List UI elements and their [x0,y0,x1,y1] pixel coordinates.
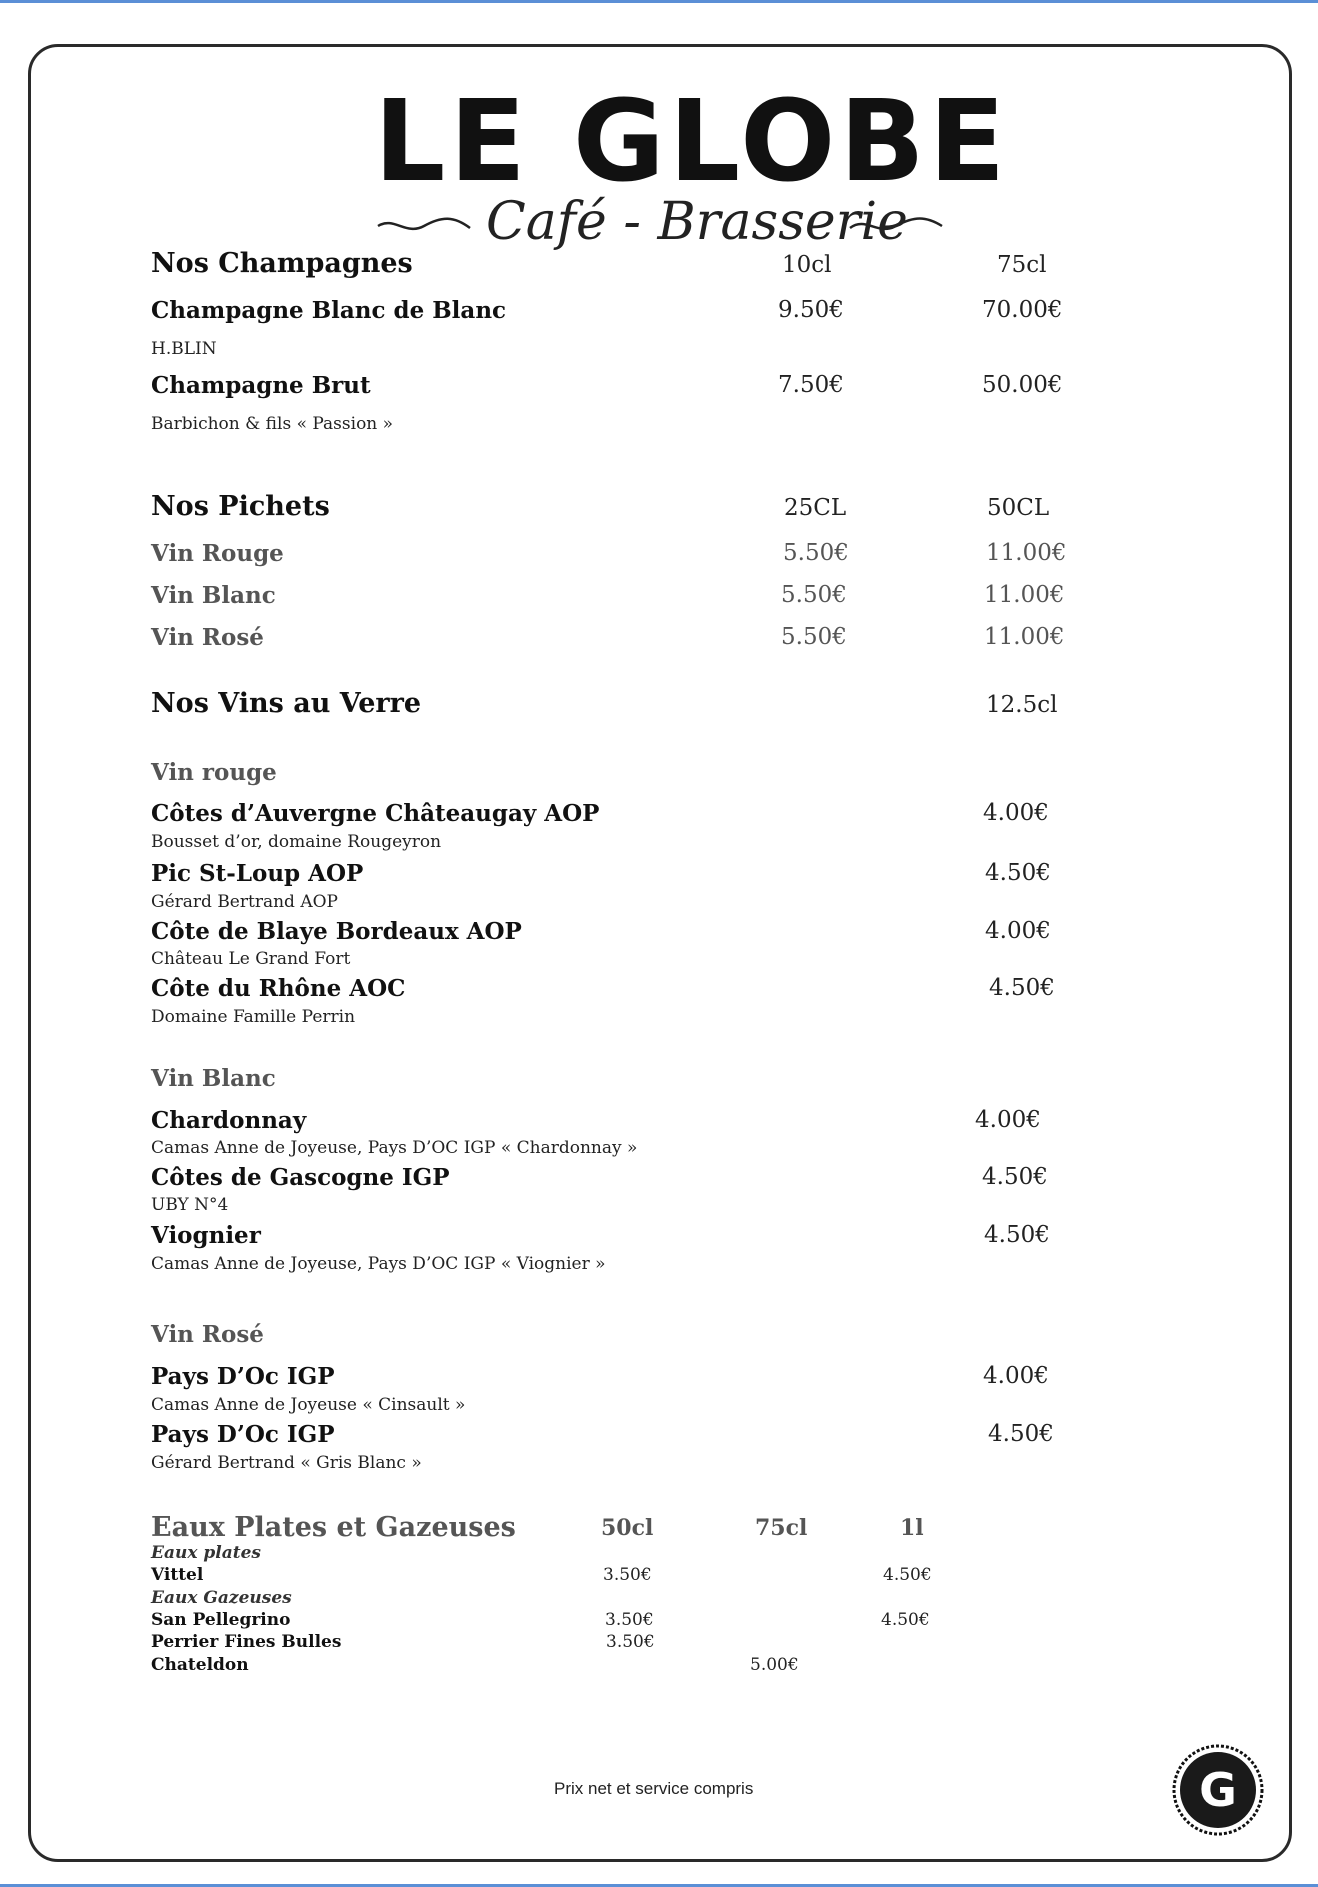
column-header: 25CL [784,495,847,521]
water-item-name: Vittel [151,1565,204,1585]
menu-item-price: 11.00€ [986,540,1067,566]
globe-badge-icon [1172,1744,1264,1836]
column-header: 1l [900,1515,924,1541]
water-item-price: 3.50€ [605,1610,654,1630]
menu-item-name: Côte du Rhône AOC [151,975,406,1002]
menu-item-description: Château Le Grand Fort [151,949,351,969]
menu-item-price: 9.50€ [778,297,844,323]
menu-item-price: 4.00€ [985,918,1051,944]
menu-item-name: Pic St-Loup AOP [151,860,364,887]
menu-item-price: 4.50€ [982,1164,1048,1190]
logo-flourish-right-icon [848,214,944,238]
menu-item-price: 11.00€ [984,582,1065,608]
menu-item-price: 5.50€ [781,624,847,650]
menu-item-price: 5.50€ [781,582,847,608]
menu-item-price: 4.00€ [975,1107,1041,1133]
water-group-label: Eaux Gazeuses [151,1588,292,1608]
menu-item-name: Viognier [151,1222,261,1249]
menu-item-price: 4.50€ [984,1222,1050,1248]
section-title-pichets: Nos Pichets [151,491,330,522]
column-header: 50cl [601,1515,654,1541]
water-item-price: 3.50€ [603,1565,652,1585]
column-header: 10cl [782,252,832,278]
menu-item-price: 5.50€ [783,540,849,566]
logo-flourish-left-icon [376,214,472,238]
menu-item-name: Champagne Blanc de Blanc [151,297,507,324]
subsection-title-vin-blanc: Vin Blanc [151,1065,276,1092]
column-header: 75cl [997,252,1047,278]
menu-item-name: Pays D’Oc IGP [151,1363,335,1390]
column-header: 75cl [755,1515,808,1541]
menu-item-price: 7.50€ [778,372,844,398]
water-item-name: San Pellegrino [151,1610,291,1630]
menu-item-name: Chardonnay [151,1107,307,1134]
menu-item-name: Côtes de Gascogne IGP [151,1164,450,1191]
menu-item-description: Gérard Bertrand « Gris Blanc » [151,1453,422,1473]
menu-item-description: Gérard Bertrand AOP [151,892,338,912]
menu-item-price: 11.00€ [984,624,1065,650]
water-item-name: Chateldon [151,1655,249,1675]
menu-item-price: 4.50€ [988,1421,1054,1447]
menu-item-price: 4.00€ [983,800,1049,826]
menu-item-price: 4.50€ [985,860,1051,886]
top-edge-line [0,0,1318,3]
menu-item-description: Barbichon & fils « Passion » [151,414,394,434]
subsection-title-vin-rouge: Vin rouge [151,759,277,786]
menu-item-description: Camas Anne de Joyeuse « Cinsault » [151,1395,466,1415]
footer-note: Prix net et service compris [554,1779,754,1798]
water-item-price: 4.50€ [883,1565,932,1585]
logo-title: LE GLOBE [374,77,1010,207]
water-group-label: Eaux plates [151,1543,261,1563]
menu-item-price: 4.50€ [989,975,1055,1001]
menu-item-description: Domaine Famille Perrin [151,1007,356,1027]
column-header: 50CL [987,495,1050,521]
menu-item-price: 4.00€ [983,1363,1049,1389]
menu-item-description: UBY N°4 [151,1195,229,1215]
logo-subtitle: Café - Brasserie [486,192,908,252]
menu-item-description: Bousset d’or, domaine Rougeyron [151,832,442,852]
section-title-eaux: Eaux Plates et Gazeuses [151,1512,516,1543]
menu-item-name: Vin Rosé [151,624,264,651]
menu-item-name: Pays D’Oc IGP [151,1421,335,1448]
water-item-price: 4.50€ [881,1610,930,1630]
menu-item-description: Camas Anne de Joyeuse, Pays D’OC IGP « Chardonnay » [151,1138,638,1158]
section-title-vins-au-verre: Nos Vins au Verre [151,688,422,719]
water-item-price: 3.50€ [606,1632,655,1652]
menu-item-name: Vin Blanc [151,582,276,609]
menu-item-description: H.BLIN [151,339,217,359]
water-item-name: Perrier Fines Bulles [151,1632,342,1652]
menu-item-price: 70.00€ [982,297,1063,323]
subsection-title-vin-rose: Vin Rosé [151,1321,264,1348]
section-title-champagnes: Nos Champagnes [151,248,413,279]
water-item-price: 5.00€ [750,1655,799,1675]
menu-item-name: Côte de Blaye Bordeaux AOP [151,918,522,945]
column-header: 12.5cl [986,692,1058,718]
menu-item-name: Champagne Brut [151,372,371,399]
menu-item-price: 50.00€ [982,372,1063,398]
menu-item-name: Côtes d’Auvergne Châteaugay AOP [151,800,600,827]
menu-item-description: Camas Anne de Joyeuse, Pays D’OC IGP « Viognier » [151,1254,606,1274]
badge-letter: G [1199,1763,1237,1817]
menu-item-name: Vin Rouge [151,540,284,567]
